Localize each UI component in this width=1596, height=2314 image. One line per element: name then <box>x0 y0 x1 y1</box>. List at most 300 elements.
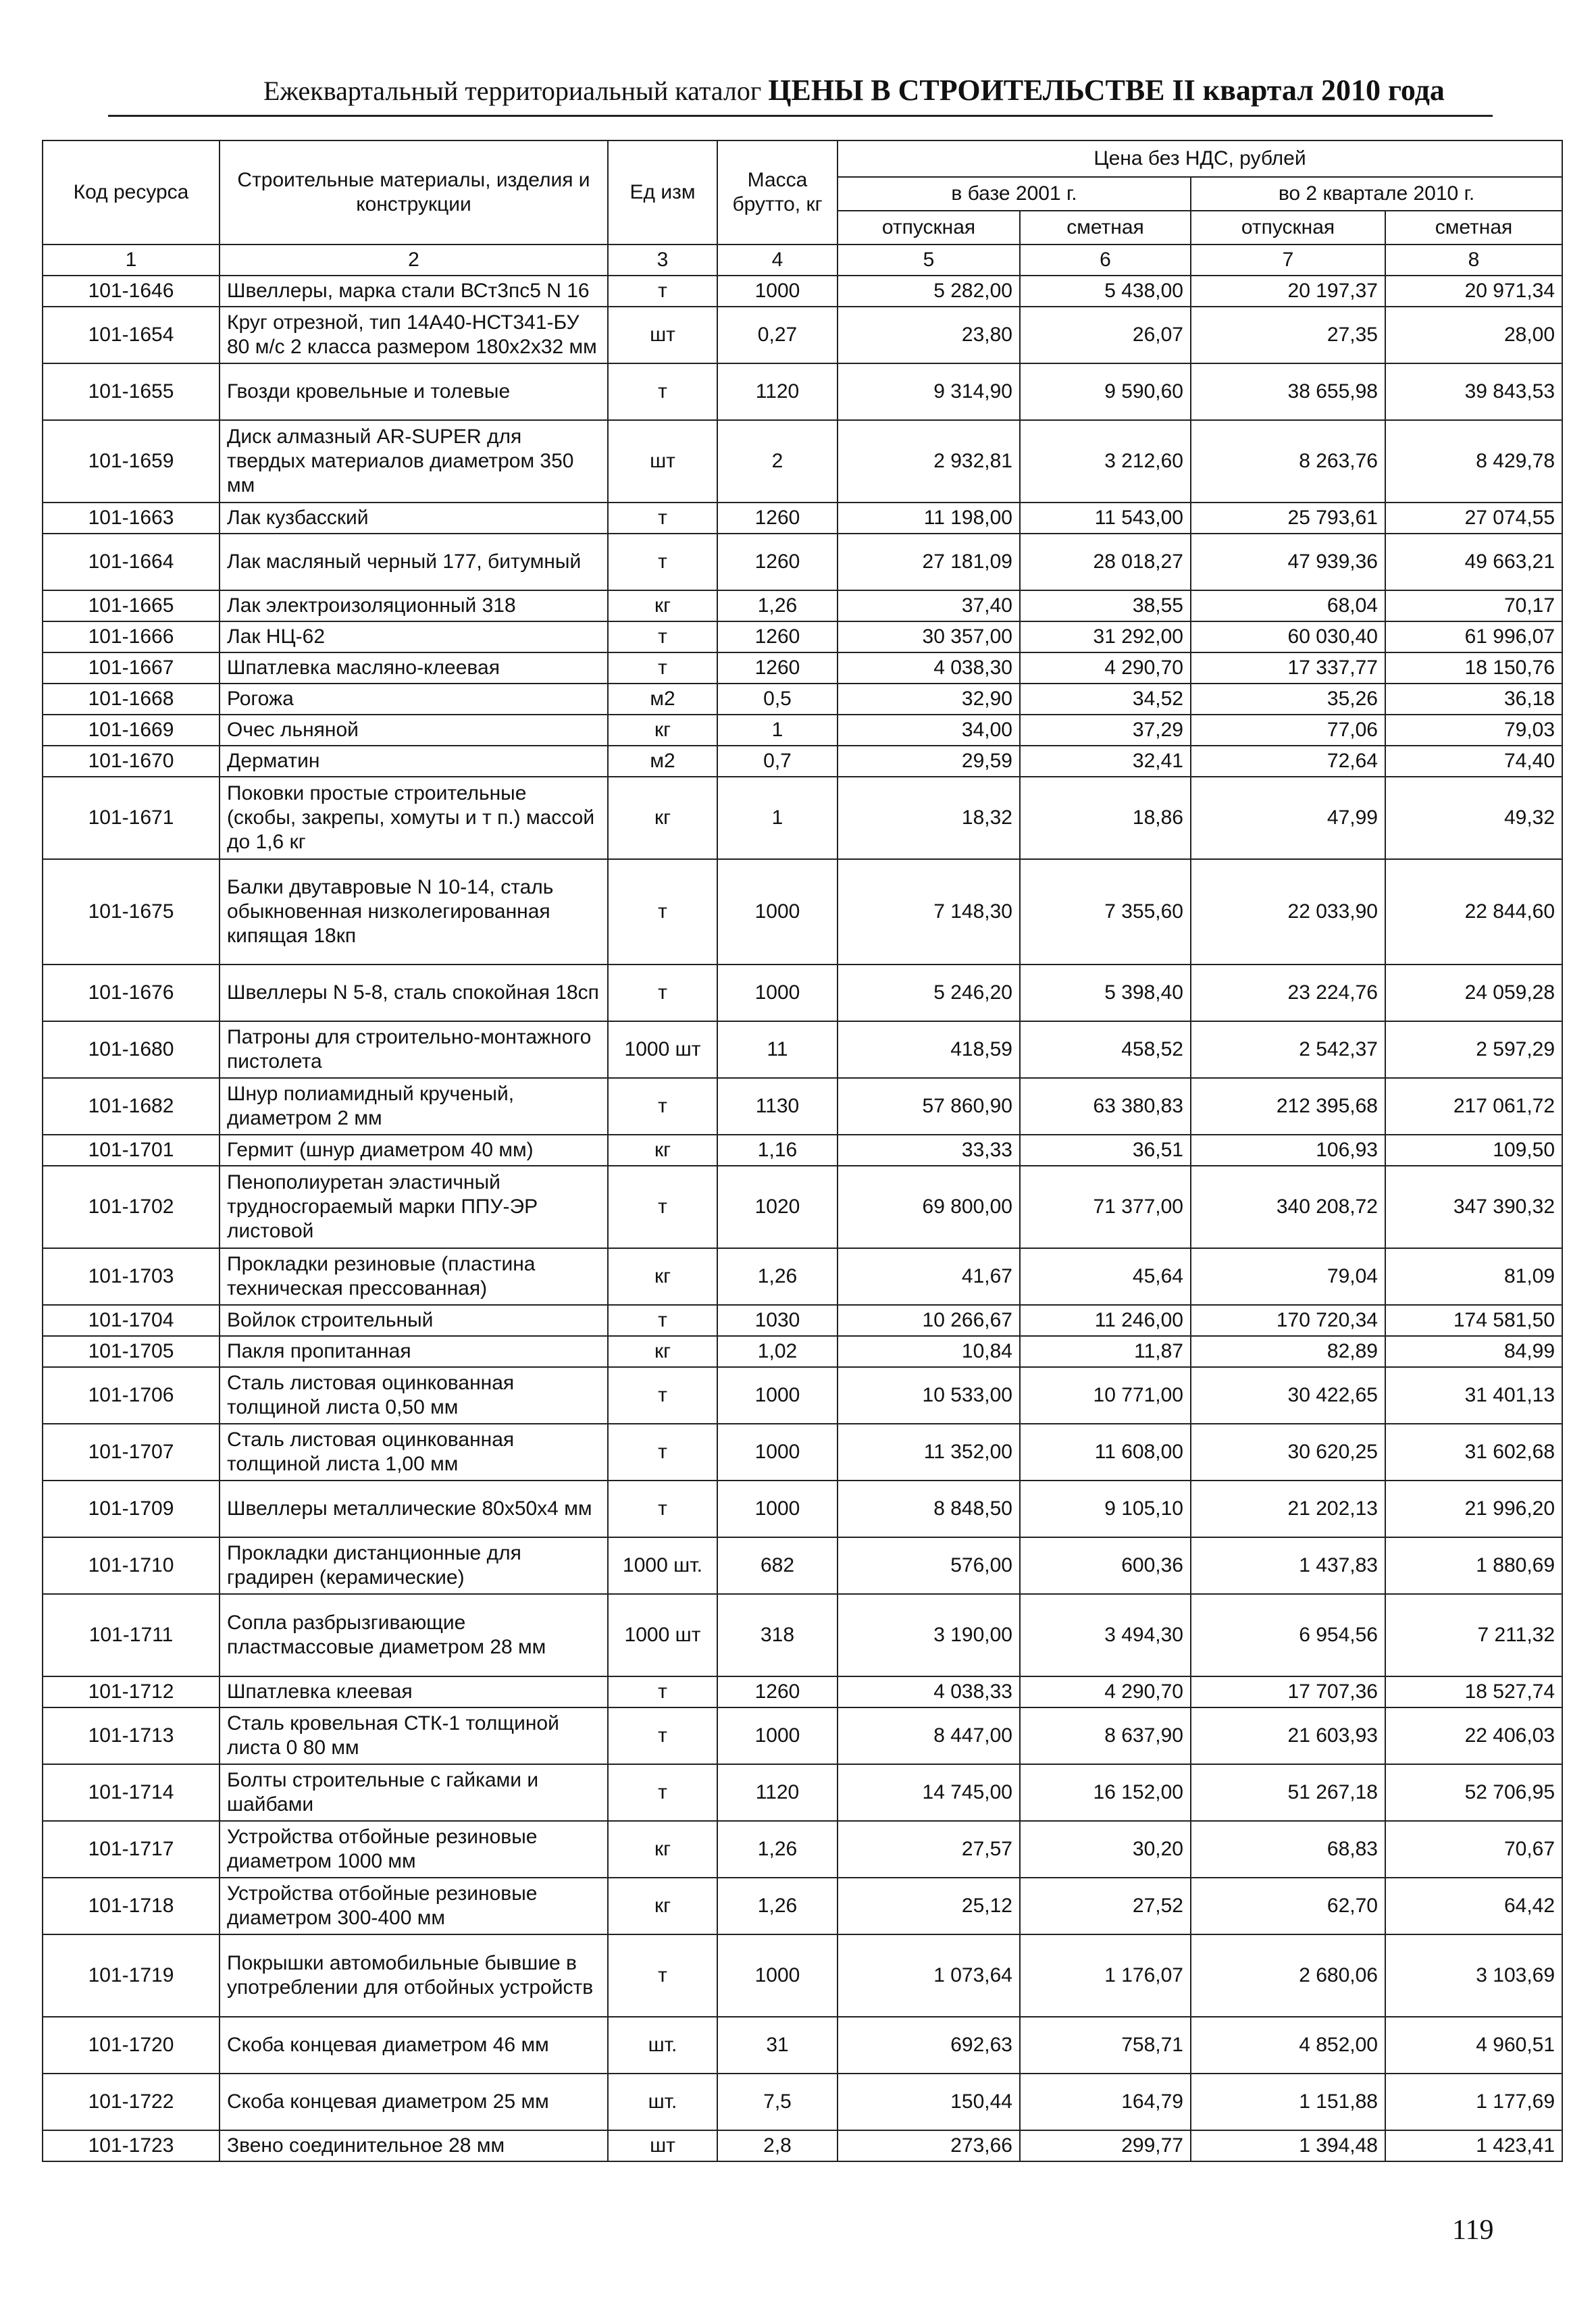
cell-base-sell: 57 860,90 <box>838 1078 1020 1135</box>
header-base-sell: отпускная <box>838 211 1020 245</box>
cell-name: Рогожа <box>220 684 608 715</box>
cell-current-estimate: 3 103,69 <box>1385 1934 1562 2017</box>
header-mass: Масса брутто, кг <box>717 140 838 245</box>
header-base-2001: в базе 2001 г. <box>838 177 1191 211</box>
cell-base-sell: 418,59 <box>838 1021 1020 1078</box>
cell-base-sell: 576,00 <box>838 1537 1020 1594</box>
cell-mass: 1,26 <box>717 590 838 621</box>
cell-unit: т <box>608 1166 717 1248</box>
cell-current-estimate: 61 996,07 <box>1385 621 1562 652</box>
cell-current-sell: 1 151,88 <box>1191 2074 1385 2130</box>
cell-current-estimate: 347 390,32 <box>1385 1166 1562 1248</box>
cell-base-sell: 3 190,00 <box>838 1594 1020 1676</box>
table-row <box>43 1166 1562 1248</box>
cell-name: Шпатлевка клеевая <box>220 1676 608 1707</box>
column-number: 7 <box>1191 245 1385 276</box>
header-current-sell: отпускная <box>1191 211 1385 245</box>
cell-unit: кг <box>608 1336 717 1367</box>
cell-mass: 1260 <box>717 621 838 652</box>
cell-unit: 1000 шт. <box>608 1537 717 1594</box>
cell-base-estimate: 5 398,40 <box>1020 965 1191 1021</box>
cell-current-estimate: 84,99 <box>1385 1336 1562 1367</box>
cell-mass: 1000 <box>717 276 838 307</box>
cell-base-estimate: 27,52 <box>1020 1878 1191 1934</box>
cell-current-sell: 21 603,93 <box>1191 1707 1385 1764</box>
cell-mass: 0,27 <box>717 307 838 363</box>
cell-current-sell: 20 197,37 <box>1191 276 1385 307</box>
cell-code: 101-1711 <box>43 1594 220 1676</box>
cell-name: Гермит (шнур диаметром 40 мм) <box>220 1135 608 1166</box>
cell-base-estimate: 3 212,60 <box>1020 420 1191 503</box>
cell-unit: 1000 шт <box>608 1021 717 1078</box>
cell-name: Звено соединительное 28 мм <box>220 2130 608 2161</box>
cell-base-sell: 27 181,09 <box>838 534 1020 590</box>
cell-name: Дерматин <box>220 746 608 777</box>
table-head <box>43 140 1562 276</box>
cell-mass: 1260 <box>717 534 838 590</box>
table-row <box>43 1305 1562 1336</box>
table-row <box>43 1594 1562 1676</box>
cell-unit: т <box>608 859 717 965</box>
cell-name: Патроны для строительно-монтажного пистолета <box>220 1021 608 1078</box>
column-number-row <box>43 245 1562 276</box>
cell-current-estimate: 18 527,74 <box>1385 1676 1562 1707</box>
cell-current-sell: 35,26 <box>1191 684 1385 715</box>
cell-current-sell: 51 267,18 <box>1191 1764 1385 1821</box>
cell-current-estimate: 28,00 <box>1385 307 1562 363</box>
cell-code: 101-1706 <box>43 1367 220 1424</box>
cell-mass: 2 <box>717 420 838 503</box>
table-row <box>43 2017 1562 2074</box>
column-number: 4 <box>717 245 838 276</box>
cell-current-estimate: 2 597,29 <box>1385 1021 1562 1078</box>
cell-base-estimate: 11 246,00 <box>1020 1305 1191 1336</box>
table-row <box>43 2074 1562 2130</box>
cell-name: Круг отрезной, тип 14А40-НСТ341-БУ 80 м/с 2 класса размером 180х2х32 мм <box>220 307 608 363</box>
table-row <box>43 1248 1562 1305</box>
cell-base-sell: 14 745,00 <box>838 1764 1020 1821</box>
cell-base-sell: 11 198,00 <box>838 503 1020 534</box>
cell-name: Скоба концевая диаметром 25 мм <box>220 2074 608 2130</box>
table-row <box>43 1481 1562 1537</box>
cell-current-sell: 22 033,90 <box>1191 859 1385 965</box>
table-row <box>43 777 1562 859</box>
cell-mass: 1130 <box>717 1078 838 1135</box>
cell-mass: 1120 <box>717 1764 838 1821</box>
cell-unit: т <box>608 1424 717 1481</box>
page-number: 119 <box>1452 2215 1494 2246</box>
header-rule <box>108 115 1493 117</box>
cell-base-sell: 11 352,00 <box>838 1424 1020 1481</box>
cell-base-sell: 150,44 <box>838 2074 1020 2130</box>
cell-base-estimate: 11,87 <box>1020 1336 1191 1367</box>
cell-code: 101-1664 <box>43 534 220 590</box>
cell-unit: т <box>608 276 717 307</box>
cell-code: 101-1655 <box>43 363 220 420</box>
cell-code: 101-1671 <box>43 777 220 859</box>
cell-base-estimate: 1 176,07 <box>1020 1934 1191 2017</box>
cell-current-sell: 212 395,68 <box>1191 1078 1385 1135</box>
cell-mass: 682 <box>717 1537 838 1594</box>
cell-current-estimate: 1 177,69 <box>1385 2074 1562 2130</box>
cell-unit: кг <box>608 777 717 859</box>
cell-current-estimate: 27 074,55 <box>1385 503 1562 534</box>
table-row <box>43 621 1562 652</box>
cell-unit: кг <box>608 1821 717 1878</box>
cell-code: 101-1703 <box>43 1248 220 1305</box>
cell-name: Лак масляный черный 177, битумный <box>220 534 608 590</box>
cell-code: 101-1646 <box>43 276 220 307</box>
cell-code: 101-1707 <box>43 1424 220 1481</box>
cell-unit: шт. <box>608 2017 717 2074</box>
cell-name: Устройства отбойные резиновые диаметром 1000 мм <box>220 1821 608 1878</box>
cell-current-estimate: 7 211,32 <box>1385 1594 1562 1676</box>
table-row <box>43 715 1562 746</box>
cell-base-sell: 8 447,00 <box>838 1707 1020 1764</box>
cell-current-sell: 30 620,25 <box>1191 1424 1385 1481</box>
cell-code: 101-1676 <box>43 965 220 1021</box>
cell-current-sell: 2 542,37 <box>1191 1021 1385 1078</box>
cell-base-estimate: 32,41 <box>1020 746 1191 777</box>
cell-current-sell: 170 720,34 <box>1191 1305 1385 1336</box>
cell-code: 101-1663 <box>43 503 220 534</box>
cell-base-estimate: 38,55 <box>1020 590 1191 621</box>
cell-name: Диск алмазный AR-SUPER для твердых материалов диаметром 350 мм <box>220 420 608 503</box>
cell-base-estimate: 45,64 <box>1020 1248 1191 1305</box>
cell-base-sell: 32,90 <box>838 684 1020 715</box>
cell-mass: 2,8 <box>717 2130 838 2161</box>
cell-base-estimate: 9 590,60 <box>1020 363 1191 420</box>
cell-mass: 1260 <box>717 503 838 534</box>
cell-current-estimate: 70,67 <box>1385 1821 1562 1878</box>
cell-unit: т <box>608 1707 717 1764</box>
cell-name: Пакля пропитанная <box>220 1336 608 1367</box>
cell-code: 101-1682 <box>43 1078 220 1135</box>
cell-mass: 1,26 <box>717 1248 838 1305</box>
cell-base-sell: 33,33 <box>838 1135 1020 1166</box>
cell-current-estimate: 18 150,76 <box>1385 652 1562 684</box>
cell-current-estimate: 1 423,41 <box>1385 2130 1562 2161</box>
cell-current-estimate: 74,40 <box>1385 746 1562 777</box>
cell-unit: шт <box>608 307 717 363</box>
cell-code: 101-1722 <box>43 2074 220 2130</box>
cell-name: Швеллеры металлические 80х50х4 мм <box>220 1481 608 1537</box>
cell-base-estimate: 164,79 <box>1020 2074 1191 2130</box>
cell-base-estimate: 34,52 <box>1020 684 1191 715</box>
cell-mass: 1000 <box>717 965 838 1021</box>
cell-current-estimate: 217 061,72 <box>1385 1078 1562 1135</box>
cell-current-estimate: 70,17 <box>1385 590 1562 621</box>
table-row <box>43 1336 1562 1367</box>
cell-base-estimate: 7 355,60 <box>1020 859 1191 965</box>
cell-base-estimate: 8 637,90 <box>1020 1707 1191 1764</box>
cell-code: 101-1667 <box>43 652 220 684</box>
cell-name: Лак электроизоляционный 318 <box>220 590 608 621</box>
cell-unit: т <box>608 652 717 684</box>
cell-base-estimate: 63 380,83 <box>1020 1078 1191 1135</box>
cell-unit: кг <box>608 715 717 746</box>
cell-unit: шт. <box>608 2074 717 2130</box>
cell-base-sell: 4 038,33 <box>838 1676 1020 1707</box>
cell-code: 101-1717 <box>43 1821 220 1878</box>
cell-current-estimate: 31 401,13 <box>1385 1367 1562 1424</box>
cell-unit: кг <box>608 1135 717 1166</box>
cell-code: 101-1670 <box>43 746 220 777</box>
cell-code: 101-1668 <box>43 684 220 715</box>
cell-code: 101-1675 <box>43 859 220 965</box>
cell-unit: т <box>608 534 717 590</box>
cell-name: Сопла разбрызгивающие пластмассовые диаметром 28 мм <box>220 1594 608 1676</box>
column-number: 5 <box>838 245 1020 276</box>
cell-name: Пенополиуретан эластичный трудносгораемый марки ППУ-ЭР листовой <box>220 1166 608 1248</box>
cell-base-estimate: 600,36 <box>1020 1537 1191 1594</box>
cell-base-estimate: 36,51 <box>1020 1135 1191 1166</box>
cell-code: 101-1712 <box>43 1676 220 1707</box>
cell-base-estimate: 11 608,00 <box>1020 1424 1191 1481</box>
cell-unit: т <box>608 965 717 1021</box>
cell-name: Балки двутавровые N 10-14, сталь обыкновенная низколегированная кипящая 18кп <box>220 859 608 965</box>
column-number: 3 <box>608 245 717 276</box>
table-row <box>43 276 1562 307</box>
table-row <box>43 1424 1562 1481</box>
cell-code: 101-1709 <box>43 1481 220 1537</box>
cell-base-estimate: 5 438,00 <box>1020 276 1191 307</box>
cell-base-sell: 8 848,50 <box>838 1481 1020 1537</box>
cell-code: 101-1713 <box>43 1707 220 1764</box>
cell-base-estimate: 299,77 <box>1020 2130 1191 2161</box>
header-base-estimate: сметная <box>1020 211 1191 245</box>
cell-code: 101-1719 <box>43 1934 220 2017</box>
cell-name: Сталь листовая оцинкованная толщиной листа 1,00 мм <box>220 1424 608 1481</box>
header-current-estimate: сметная <box>1385 211 1562 245</box>
cell-mass: 1000 <box>717 1934 838 2017</box>
cell-unit: т <box>608 503 717 534</box>
cell-base-estimate: 4 290,70 <box>1020 1676 1191 1707</box>
column-number: 2 <box>220 245 608 276</box>
cell-base-estimate: 18,86 <box>1020 777 1191 859</box>
cell-current-sell: 4 852,00 <box>1191 2017 1385 2074</box>
table-row <box>43 534 1562 590</box>
cell-current-sell: 77,06 <box>1191 715 1385 746</box>
cell-current-sell: 68,83 <box>1191 1821 1385 1878</box>
cell-base-sell: 5 282,00 <box>838 276 1020 307</box>
cell-name: Шнур полиамидный крученый, диаметром 2 мм <box>220 1078 608 1135</box>
cell-code: 101-1714 <box>43 1764 220 1821</box>
cell-unit: т <box>608 1934 717 2017</box>
cell-current-sell: 38 655,98 <box>1191 363 1385 420</box>
cell-mass: 1,16 <box>717 1135 838 1166</box>
cell-current-estimate: 39 843,53 <box>1385 363 1562 420</box>
cell-base-sell: 34,00 <box>838 715 1020 746</box>
cell-current-sell: 1 437,83 <box>1191 1537 1385 1594</box>
cell-base-estimate: 28 018,27 <box>1020 534 1191 590</box>
cell-base-sell: 27,57 <box>838 1821 1020 1878</box>
table-row <box>43 1878 1562 1934</box>
cell-current-sell: 17 337,77 <box>1191 652 1385 684</box>
table-row <box>43 746 1562 777</box>
table-row <box>43 1676 1562 1707</box>
cell-base-sell: 41,67 <box>838 1248 1020 1305</box>
cell-unit: шт <box>608 420 717 503</box>
cell-base-sell: 69 800,00 <box>838 1166 1020 1248</box>
cell-current-sell: 25 793,61 <box>1191 503 1385 534</box>
cell-mass: 1,26 <box>717 1878 838 1934</box>
cell-current-sell: 2 680,06 <box>1191 1934 1385 2017</box>
column-number: 6 <box>1020 245 1191 276</box>
table-row <box>43 1021 1562 1078</box>
table-row <box>43 652 1562 684</box>
header-unit: Ед изм <box>608 140 717 245</box>
cell-mass: 1260 <box>717 652 838 684</box>
cell-base-sell: 10,84 <box>838 1336 1020 1367</box>
cell-base-estimate: 10 771,00 <box>1020 1367 1191 1424</box>
cell-current-sell: 30 422,65 <box>1191 1367 1385 1424</box>
cell-mass: 1,02 <box>717 1336 838 1367</box>
cell-unit: кг <box>608 590 717 621</box>
cell-base-estimate: 458,52 <box>1020 1021 1191 1078</box>
table-row <box>43 2130 1562 2161</box>
cell-current-sell: 47,99 <box>1191 777 1385 859</box>
cell-code: 101-1702 <box>43 1166 220 1248</box>
cell-current-estimate: 52 706,95 <box>1385 1764 1562 1821</box>
cell-mass: 11 <box>717 1021 838 1078</box>
cell-base-estimate: 30,20 <box>1020 1821 1191 1878</box>
cell-name: Очес льняной <box>220 715 608 746</box>
cell-current-sell: 23 224,76 <box>1191 965 1385 1021</box>
cell-current-sell: 6 954,56 <box>1191 1594 1385 1676</box>
cell-unit: кг <box>608 1878 717 1934</box>
cell-name: Лак кузбасский <box>220 503 608 534</box>
cell-base-sell: 29,59 <box>838 746 1020 777</box>
cell-current-sell: 68,04 <box>1191 590 1385 621</box>
table-row <box>43 1934 1562 2017</box>
cell-current-estimate: 8 429,78 <box>1385 420 1562 503</box>
cell-mass: 1000 <box>717 859 838 965</box>
cell-current-sell: 106,93 <box>1191 1135 1385 1166</box>
cell-current-estimate: 109,50 <box>1385 1135 1562 1166</box>
cell-base-estimate: 4 290,70 <box>1020 652 1191 684</box>
cell-mass: 318 <box>717 1594 838 1676</box>
cell-mass: 31 <box>717 2017 838 2074</box>
cell-current-estimate: 174 581,50 <box>1385 1305 1562 1336</box>
cell-base-estimate: 758,71 <box>1020 2017 1191 2074</box>
cell-mass: 1 <box>717 777 838 859</box>
cell-mass: 1020 <box>717 1166 838 1248</box>
cell-name: Прокладки резиновые (пластина техническая прессованная) <box>220 1248 608 1305</box>
cell-current-sell: 72,64 <box>1191 746 1385 777</box>
table-row <box>43 965 1562 1021</box>
cell-current-estimate: 21 996,20 <box>1385 1481 1562 1537</box>
cell-base-sell: 37,40 <box>838 590 1020 621</box>
cell-base-sell: 692,63 <box>838 2017 1020 2074</box>
cell-code: 101-1680 <box>43 1021 220 1078</box>
cell-name: Лак НЦ-62 <box>220 621 608 652</box>
cell-code: 101-1718 <box>43 1878 220 1934</box>
cell-current-sell: 47 939,36 <box>1191 534 1385 590</box>
cell-mass: 7,5 <box>717 2074 838 2130</box>
cell-code: 101-1710 <box>43 1537 220 1594</box>
cell-current-estimate: 22 844,60 <box>1385 859 1562 965</box>
cell-base-sell: 2 932,81 <box>838 420 1020 503</box>
cell-mass: 1030 <box>717 1305 838 1336</box>
cell-code: 101-1704 <box>43 1305 220 1336</box>
cell-base-sell: 10 266,67 <box>838 1305 1020 1336</box>
cell-unit: м2 <box>608 746 717 777</box>
cell-name: Сталь листовая оцинкованная толщиной листа 0,50 мм <box>220 1367 608 1424</box>
cell-current-sell: 60 030,40 <box>1191 621 1385 652</box>
page-header <box>263 73 1445 107</box>
cell-mass: 1000 <box>717 1481 838 1537</box>
cell-base-sell: 4 038,30 <box>838 652 1020 684</box>
cell-base-sell: 18,32 <box>838 777 1020 859</box>
cell-unit: кг <box>608 1248 717 1305</box>
cell-name: Войлок строительный <box>220 1305 608 1336</box>
cell-code: 101-1669 <box>43 715 220 746</box>
cell-name: Болты строительные с гайками и шайбами <box>220 1764 608 1821</box>
table-row <box>43 1764 1562 1821</box>
cell-mass: 1 <box>717 715 838 746</box>
cell-current-estimate: 81,09 <box>1385 1248 1562 1305</box>
header-q2-2010: во 2 квартале 2010 г. <box>1191 177 1562 211</box>
cell-unit: т <box>608 1367 717 1424</box>
cell-mass: 0,5 <box>717 684 838 715</box>
cell-current-estimate: 49,32 <box>1385 777 1562 859</box>
cell-unit: т <box>608 621 717 652</box>
cell-base-estimate: 11 543,00 <box>1020 503 1191 534</box>
cell-unit: т <box>608 1305 717 1336</box>
cell-current-estimate: 36,18 <box>1385 684 1562 715</box>
cell-code: 101-1666 <box>43 621 220 652</box>
cell-mass: 1000 <box>717 1707 838 1764</box>
cell-base-sell: 23,80 <box>838 307 1020 363</box>
cell-mass: 1120 <box>717 363 838 420</box>
cell-current-sell: 1 394,48 <box>1191 2130 1385 2161</box>
cell-current-estimate: 64,42 <box>1385 1878 1562 1934</box>
cell-base-sell: 10 533,00 <box>838 1367 1020 1424</box>
cell-base-estimate: 26,07 <box>1020 307 1191 363</box>
cell-current-sell: 21 202,13 <box>1191 1481 1385 1537</box>
cell-code: 101-1665 <box>43 590 220 621</box>
cell-unit: т <box>608 1764 717 1821</box>
cell-name: Поковки простые строительные (скобы, закрепы, хомуты и т п.) массой до 1,6 кг <box>220 777 608 859</box>
cell-name: Прокладки дистанционные для градирен (керамические) <box>220 1537 608 1594</box>
table-row <box>43 590 1562 621</box>
cell-unit: т <box>608 363 717 420</box>
cell-current-estimate: 20 971,34 <box>1385 276 1562 307</box>
cell-current-sell: 340 208,72 <box>1191 1166 1385 1248</box>
header-code: Код ресурса <box>43 140 220 245</box>
cell-mass: 0,7 <box>717 746 838 777</box>
cell-code: 101-1654 <box>43 307 220 363</box>
table-row <box>43 1367 1562 1424</box>
cell-base-estimate: 37,29 <box>1020 715 1191 746</box>
cell-base-estimate: 31 292,00 <box>1020 621 1191 652</box>
table-row <box>43 1821 1562 1878</box>
catalog-title: ЦЕНЫ В СТРОИТЕЛЬСТВЕ II квартал 2010 года <box>768 74 1445 107</box>
cell-current-estimate: 49 663,21 <box>1385 534 1562 590</box>
cell-current-estimate: 31 602,68 <box>1385 1424 1562 1481</box>
cell-base-sell: 25,12 <box>838 1878 1020 1934</box>
cell-name: Устройства отбойные резиновые диаметром 300-400 мм <box>220 1878 608 1934</box>
cell-current-estimate: 22 406,03 <box>1385 1707 1562 1764</box>
cell-name: Шпатлевка масляно-клеевая <box>220 652 608 684</box>
cell-unit: м2 <box>608 684 717 715</box>
cell-code: 101-1720 <box>43 2017 220 2074</box>
cell-current-estimate: 24 059,28 <box>1385 965 1562 1021</box>
cell-current-estimate: 1 880,69 <box>1385 1537 1562 1594</box>
cell-current-sell: 62,70 <box>1191 1878 1385 1934</box>
column-number: 8 <box>1385 245 1562 276</box>
